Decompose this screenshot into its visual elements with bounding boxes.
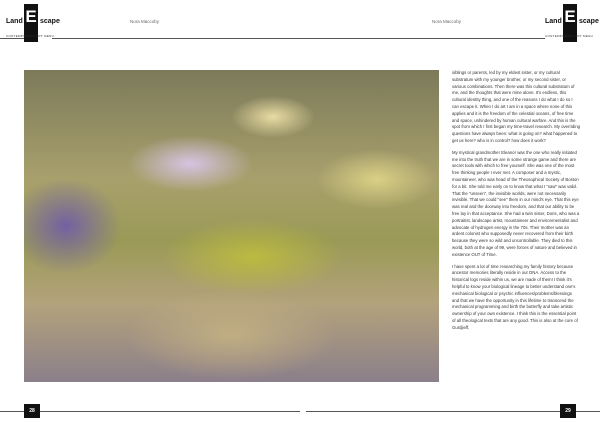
footer-rule-right (306, 411, 600, 412)
abstract-painting (24, 70, 439, 382)
logo-word-land: Land (6, 18, 23, 25)
paragraph: My mystical grandmother Eleanor was the one who really initiated me into the truth that we are in some strange game and there are secret tools with which to free yourself. She was one of the most free thinking people I ever met. A composer and a mystic, mountaineer, who was head of the Theosophical Society of Boston for a bit. She told me early on to know that what I "saw" was valid. That the "unseen", the invisible worlds, were not necessarily invisible. That we could "see" them in our mind's eye. That this eye was real and the doorway into freedom, and that our ability to be free lay in that acceptance. She had a twin sister, Doris, who was a portraitist, landscape artist, mountaineer and environmentalist and advocate of hydrogen energy in the 70s. Their mother was an ardent colonist who supposedly never recovered from their birth because they were so wild and uncontrollable. They died to this world, both at the age of 99, were forces of nature and believed in existence OUT of Time. (452, 149, 580, 257)
paragraph: I have spent a lot of time researching my family history because ancestor memories literally reside in our DNA. Access to the historical logs reside within us, we are made of them! I think it's helpful to know your biological lineage to better understand one's mechanical biological or psychic influences/problems/blessings and that we have the opportunity in this lifetime to transcend the mechanical programming and birth the butterfly and take artistic ownership of your own existence. I think this is the essential point of all theological texts that are any good. This is also at the core of Gurdjieff, (452, 263, 578, 330)
footer-rule-left (0, 411, 300, 412)
logo-letter-block: E (24, 4, 38, 42)
logo-word-scape: scape (579, 18, 599, 25)
author-right: Nora Maccoby (432, 19, 462, 24)
paragraph: siblings or parents, led by my eldest sister, or my cultural substratum with my younger brother, or my second sister, or various combinations. Then there was this cultural substratum of me, and the thoughts that were mine alone. It's endless, this cultural identity thing, and one of the reasons I do what I do so I can escape it. When I do art I am in a space where none of this applies and it is the freedom of the celestial oceans, of free time and space, unhindered by human cultural warfare. And this is the spot from which I first began my time-travel research. My overriding questions have always been: what is going on? what happened to get us here? who is in control? how does it work? (452, 70, 580, 143)
author-left: Nora Maccoby (130, 19, 160, 24)
page-number-right: 29 (560, 404, 576, 418)
logo-subtitle: CONTEMPORARY ART MENU (545, 34, 594, 38)
logo-letter-block: E (563, 4, 577, 42)
logo-word-land: Land (545, 18, 562, 25)
header-rule-center (52, 38, 545, 39)
logo-subtitle: CONTEMPORARY ART MENU (6, 34, 55, 38)
page-number-left: 28 (24, 404, 40, 418)
logo-word-scape: scape (40, 18, 60, 25)
article-body (452, 70, 580, 336)
